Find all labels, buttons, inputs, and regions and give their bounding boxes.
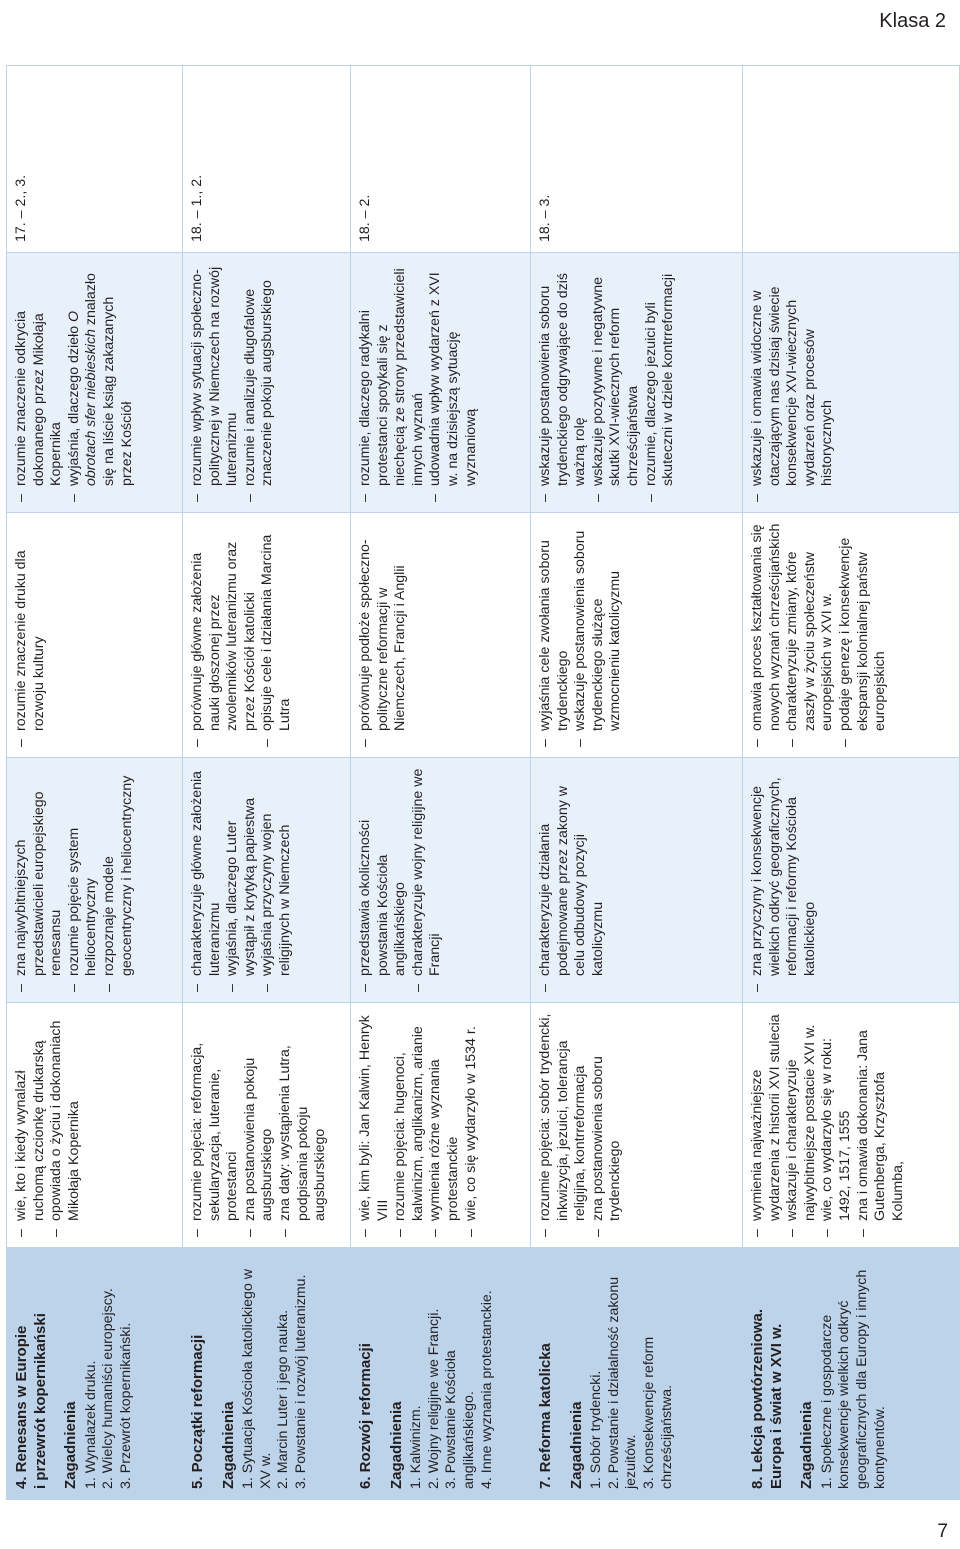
requirement-item: – wskazuje postanowienia soboru trydenckiego odgrywające do dziś ważną rolę xyxy=(537,263,590,502)
requirements-cell-extended xyxy=(531,758,743,1003)
topic-title-line1: 5. Początki reformacji xyxy=(189,1334,206,1489)
requirement-item: – rozumie, dlaczego jezuici byli skuteczni w dziele kontrreformacji xyxy=(643,263,678,502)
requirement-text: wyjaśnia, dlaczego dzieło xyxy=(65,321,82,486)
requirement-item: – wyjaśnia cele zwołania soboru trydenckiego xyxy=(537,523,572,747)
requirements-cell-highest xyxy=(351,253,531,513)
topic-cell xyxy=(183,1248,351,1500)
topic-title-line1: 7. Reforma katolicka xyxy=(537,1343,554,1489)
zagadnienie-item: 1. Sobór trydencki. xyxy=(588,1370,605,1489)
topic-title-line1: 4. Renesans w Europie xyxy=(13,1325,30,1489)
requirement-item: – charakteryzuje zmiany, które zaszły w życiu społeczeństw europejskich w XVI w. xyxy=(784,523,837,747)
reference-text: 18. – 2. xyxy=(357,194,373,242)
reference-cell xyxy=(183,66,351,253)
requirement-item: – rozumie znaczenie druku dla rozwoju kultury xyxy=(13,523,48,747)
topic-cell xyxy=(7,1248,183,1500)
requirements-cell-extended xyxy=(743,758,960,1003)
topic-title xyxy=(357,1258,376,1489)
zagadnienie-item: 2. Powstanie i działalność zakonu jezuitów. xyxy=(605,1276,640,1489)
zagadnienia-list xyxy=(408,1258,496,1489)
requirement-item: – wie, kim byli: Jan Kalwin, Henryk VIII xyxy=(357,1013,392,1237)
requirement-item: – porównuje główne założenia nauki głoszonej przez zwolenników luteranizmu oraz przez Kościół katolicki xyxy=(189,523,259,747)
requirement-item: – zna i omawia dokonania: Jana Gutenberga, Krzysztofa Kolumba, xyxy=(855,1013,908,1237)
requirement-item: – rozumie pojęcie system heliocentryczny xyxy=(66,768,101,992)
requirements-cell-basic xyxy=(743,1003,960,1248)
reference-cell xyxy=(531,66,743,253)
requirement-text: znalazło się na liście ksiąg zakazanych przez Kościół xyxy=(83,273,135,486)
requirement-item: – wskazuje postanowienia soboru trydenckiego służące wzmocnieniu katolicyzmu xyxy=(572,523,625,747)
requirement-item: – charakteryzuje działania podejmowane przez zakony w celu odbudowy pozycji katolicyzmu xyxy=(537,768,607,992)
requirement-item: – wymienia różne wyznania protestanckie xyxy=(427,1013,462,1237)
requirement-item: – zna najwybitniejszych przedstawicieli europejskiego renesansu xyxy=(13,768,66,992)
topic-title xyxy=(537,1258,556,1489)
requirements-cell-advanced xyxy=(743,513,960,758)
requirement-item: – charakteryzuje wojny religijne we Francji xyxy=(410,768,445,992)
requirement-item: – porównuje podłoże społeczno-polityczne reformacji w Niemczech, Francji i Anglii xyxy=(357,523,410,747)
zagadnienie-item: 1. Społeczne i gospodarcze konsekwencje wielkich odkryć geograficznych dla Europy i innych kontynentów. xyxy=(818,1269,888,1489)
table-row xyxy=(183,66,351,1500)
requirement-item: – omawia proces kształtowania się nowych wyznań chrześcijańskich xyxy=(749,523,784,747)
requirement-item: – opisuje cele i działania Marcina Lutra xyxy=(259,523,294,747)
requirement-item: – wyjaśnia, dlaczego Luter wystąpił z krytyką papiestwa xyxy=(224,768,259,992)
requirement-item: – rozumie i analizuje długofalowe znaczenie pokoju augsburskiego xyxy=(242,263,277,502)
curriculum-table xyxy=(6,65,960,1500)
zagadnienia-heading: Zagadnienia xyxy=(567,1401,585,1489)
requirement-item: – zna postanowienia pokoju augsburskiego xyxy=(242,1013,277,1237)
requirements-cell-highest xyxy=(531,253,743,513)
zagadnienia-heading: Zagadnienia xyxy=(219,1401,237,1489)
zagadnienie-item: 1. Sytuacja Kościoła katolickiego w XV w. xyxy=(240,1268,274,1489)
requirement-item: – rozumie pojęcia: sobór trydencki, inkwizycja, jezuici, tolerancja religijna, kontrreformacja xyxy=(537,1013,590,1237)
topic-title-line1: 6. Rozwój reformacji xyxy=(357,1343,374,1489)
reference-text: 17. – 2., 3. xyxy=(13,174,29,242)
requirement-item: – rozpoznaje modele geocentryczny i heliocentryczny xyxy=(101,768,136,992)
topic-cell xyxy=(743,1248,960,1500)
zagadnienie-item: 1. Kalwinizm. xyxy=(408,1405,425,1489)
requirement-item: – charakteryzuje główne założenia luteranizmu xyxy=(189,768,224,992)
book-title: O obrotach sfer niebieskich xyxy=(65,310,100,486)
requirements-cell-extended xyxy=(183,758,351,1003)
zagadnienia-heading: Zagadnienia xyxy=(62,1401,80,1489)
zagadnienie-item: 2. Wielcy humaniści europejscy. xyxy=(100,1288,117,1489)
requirements-cell-extended xyxy=(7,758,183,1003)
requirement-item: – zna daty: wystąpienia Lutra, podpisania pokoju augsburskiego xyxy=(277,1013,330,1237)
table-body xyxy=(7,66,960,1500)
requirement-item: – podaje genezę i konsekwencje ekspansji kolonialnej państw europejskich xyxy=(837,523,890,747)
table-row xyxy=(7,66,183,1500)
topic-title xyxy=(749,1258,786,1489)
requirement-item: – wskazuje pozytywne i negatywne skutki XVI-wiecznych reform chrześcijaństwa xyxy=(590,263,643,502)
topic-cell xyxy=(351,1248,531,1500)
requirement-item: – wskazuje i charakteryzuje najwybitniejsze postacie XVI w. xyxy=(784,1013,819,1237)
requirements-cell-highest xyxy=(7,253,183,513)
requirements-cell-advanced xyxy=(531,513,743,758)
zagadnienie-item: 2. Wojny religijne we Francji. xyxy=(425,1308,442,1489)
requirements-cell-advanced xyxy=(7,513,183,758)
requirements-cell-basic xyxy=(531,1003,743,1248)
requirement-item: – zna postanowienia soboru trydenckiego xyxy=(590,1013,625,1237)
curriculum-table-frame xyxy=(6,66,959,1500)
requirement-item: – opowiada o życiu i dokonaniach Mikołaja Kopernika xyxy=(48,1013,83,1237)
requirements-cell-extended xyxy=(351,758,531,1003)
requirements-cell-advanced xyxy=(183,513,351,758)
reference-text: 18. – 1., 2. xyxy=(189,174,205,242)
topic-title-line1: 8. Lekcja powtórzeniowa. xyxy=(749,1308,766,1489)
zagadnienie-item: 3. Powstanie Kościoła anglikańskiego. xyxy=(443,1350,478,1489)
zagadnienia-list xyxy=(83,1258,136,1489)
zagadnienia-list xyxy=(240,1258,310,1489)
zagadnienie-item: 2. Marcin Luter i jego nauka. xyxy=(275,1309,292,1489)
topic-title-line2: i przewrót kopernikański xyxy=(31,1313,49,1489)
requirement-item: – rozumie, dlaczego radykalni protestanci spotykali się z niechęcią ze strony przedstawicieli innych wyznań xyxy=(357,263,427,502)
requirement-item: – wskazuje i omawia widoczne w otaczającym nas dzisiaj świecie konsekwencje XVI-wiecznych wydarzeń oraz procesów historycznych xyxy=(749,263,837,502)
zagadnienie-item: 3. Przewrót kopernikański. xyxy=(118,1322,134,1489)
zagadnienia-list xyxy=(819,1258,889,1489)
zagadnienie-item: 4. Inne wyznania protestanckie. xyxy=(478,1290,495,1489)
requirement-item: – wie, co wydarzyło się w roku: 1492, 1517, 1555 xyxy=(819,1013,854,1237)
class-label: Klasa 2 xyxy=(879,10,946,32)
requirement-item: – przedstawia okoliczności powstania Kościoła anglikańskiego xyxy=(357,768,410,992)
topic-title xyxy=(189,1258,208,1489)
topic-cell xyxy=(531,1248,743,1500)
requirements-cell-advanced xyxy=(351,513,531,758)
requirements-cell-highest xyxy=(743,253,960,513)
topic-title-line2: Europa i świat w XVI w. xyxy=(767,1323,785,1489)
requirement-item: – udowadnia wpływ wydarzeń z XVI w. na dzisiejszą sytuację wyznaniową xyxy=(427,263,480,502)
topic-title xyxy=(13,1258,50,1489)
zagadnienia-heading: Zagadnienia xyxy=(798,1401,816,1489)
zagadnienia-heading: Zagadnienia xyxy=(387,1401,405,1489)
requirement-item: – rozumie wpływ sytuacji społeczno-politycznej w Niemczech na rozwój luteranizmu xyxy=(189,263,242,502)
table-row xyxy=(743,66,960,1500)
zagadnienie-item: 1. Wynalazek druku. xyxy=(82,1360,99,1489)
reference-text: 18. – 3. xyxy=(537,194,553,242)
reference-cell xyxy=(743,66,960,253)
zagadnienie-item: 3. Konsekwencje reform chrześcijaństwa. xyxy=(641,1336,675,1489)
requirement-item: – wymienia najważniejsze wydarzenia z historii XVI stulecia xyxy=(749,1013,784,1237)
requirements-cell-basic xyxy=(7,1003,183,1248)
reference-cell xyxy=(351,66,531,253)
zagadnienia-list xyxy=(588,1258,676,1489)
requirements-cell-highest xyxy=(183,253,351,513)
requirement-item-with-title xyxy=(66,263,136,502)
requirement-item: – rozumie pojęcia: reformacja, sekularyzacja, luteranie, protestanci xyxy=(189,1013,242,1237)
requirement-item: – wie, co się wydarzyło w 1534 r. xyxy=(463,1013,481,1237)
zagadnienie-item: 3. Powstanie i rozwój luteranizmu. xyxy=(293,1274,310,1489)
page-number: 7 xyxy=(937,1521,948,1542)
requirement-item: – wie, kto i kiedy wynalazł ruchomą czcionkę drukarską xyxy=(13,1013,48,1237)
requirement-item: – rozumie pojęcia: hugenoci, kalwinizm, anglikanizm, arianie xyxy=(392,1013,427,1237)
requirement-item: – rozumie znaczenie odkrycia dokonanego przez Mikołaja Kopernika xyxy=(13,263,66,502)
rotated-table-container xyxy=(6,66,959,1500)
requirements-cell-basic xyxy=(183,1003,351,1248)
requirement-item: – wyjaśnia przyczyny wojen religijnych w Niemczech xyxy=(259,768,294,992)
table-row xyxy=(351,66,531,1500)
requirement-item: – zna przyczyny i konsekwencje wielkich odkryć geograficznych, reformacji i reformy Kościoła katolickiego xyxy=(749,768,819,992)
reference-cell xyxy=(7,66,183,253)
table-row xyxy=(531,66,743,1500)
requirements-cell-basic xyxy=(351,1003,531,1248)
